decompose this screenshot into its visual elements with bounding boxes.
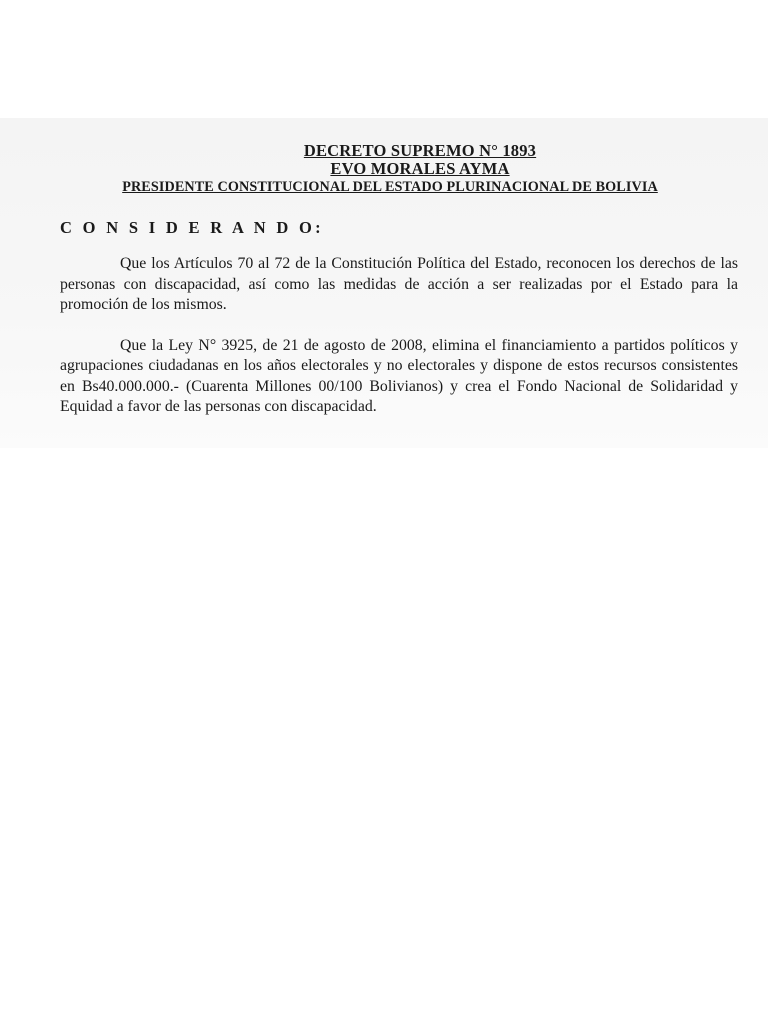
president-name: EVO MORALES AYMA	[330, 159, 510, 178]
paragraph-1: Que los Artículos 70 al 72 de la Constitución Política del Estado, reconocen los derechos de las personas con discapacidad, así como las medidas de acción a ser realizadas por el Estado para la promoción de los mismos.	[60, 255, 738, 313]
document-body	[60, 141, 738, 433]
president-title: PRESIDENTE CONSTITUCIONAL DEL ESTADO PLURINACIONAL DE BOLIVIA	[122, 179, 658, 195]
paragraph-2: Que la Ley N° 3925, de 21 de agosto de 2008, elimina el financiamiento a partidos políticos y agrupaciones ciudadanas en los años electorales y no electorales y dispone de estos recursos consistentes en Bs40.000.000.- (Cuarenta Millones 00/100 Bolivianos) y crea el Fondo Nacional de Solidaridad y Equidad a favor de las personas con discapacidad.	[60, 336, 738, 415]
section-heading: C O N S I D E R A N D O:	[60, 218, 324, 237]
decree-title: DECRETO SUPREMO N° 1893	[303, 141, 537, 160]
